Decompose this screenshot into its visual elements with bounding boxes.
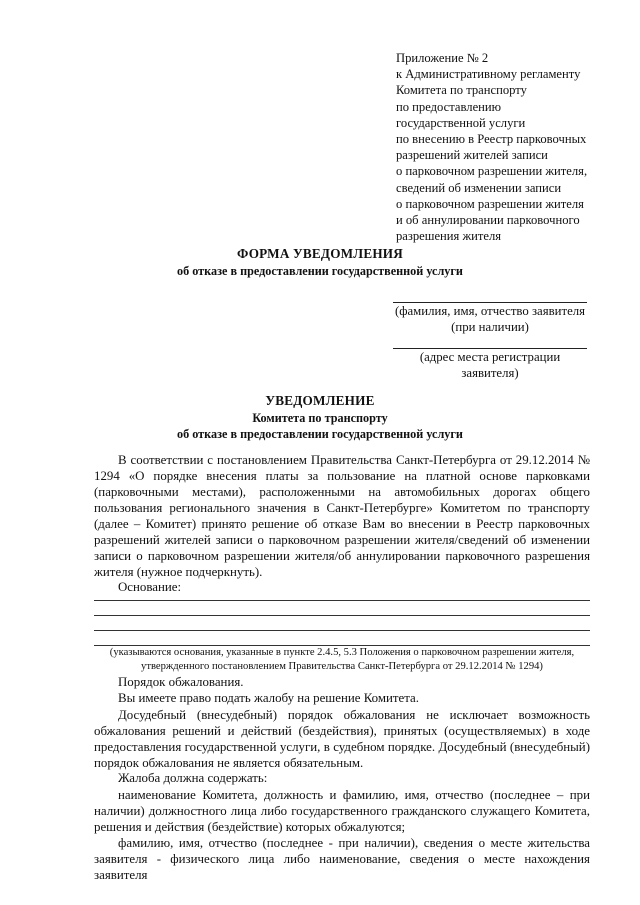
complaint-item-2-text: фамилию, имя, отчество (последнее - при наличии), сведения о месте жительства заявителя - физического лица либо наименование, сведения о месте нахождения заявителя — [94, 836, 590, 882]
appendix-line: Комитета по транспорту — [396, 83, 527, 98]
recipient-name-label-1: (фамилия, имя, отчество заявителя — [394, 304, 586, 318]
appendix-line: о парковочном разрешении жителя — [396, 196, 584, 211]
appendix-line: государственной услуги — [396, 115, 526, 130]
complaint-must: Жалоба должна содержать: — [118, 771, 268, 785]
appendix-line: Приложение № 2 — [396, 51, 489, 65]
notice-subtitle-2: об отказе в предоставлении государственной услуги — [177, 427, 463, 441]
basis-label: Основание: — [118, 580, 182, 594]
basis-blank-line — [94, 630, 590, 631]
pretrial-text: Досудебный (внесудебный) порядок обжалования не исключает возможность обжалования решений и действий (бездействия), принятых (осуществляемых) в ходе предоставления государственной услуги, в судебном порядке. Досудебный (внесудебный) порядок обжалования не является обязательным. — [94, 708, 590, 770]
form-title: ФОРМА УВЕДОМЛЕНИЯ — [237, 246, 403, 261]
appendix-line: по внесению в Реестр парковочных — [396, 132, 587, 147]
notice-title: УВЕДОМЛЕНИЕ — [265, 393, 375, 408]
complaint-item-2 — [94, 835, 590, 883]
appendix-block — [396, 50, 626, 244]
recipient-name-line — [393, 302, 587, 303]
basis-blank-line — [94, 615, 590, 616]
right-to-appeal: Вы имеете право подать жалобу на решение Комитета. — [118, 691, 419, 705]
recipient-name-label-2: (при наличии) — [451, 320, 529, 334]
notice-body — [94, 452, 590, 580]
appendix-line: сведений об изменении записи — [396, 180, 562, 195]
recipient-address-label-1: (адрес места регистрации — [419, 350, 561, 364]
complaint-item-1-text: наименование Комитета, должность и фамилию, имя, отчество (последнее – при наличии) должностного лица либо государственного гражданского служащего Комитета, решения и действия (бездействие) которых обжалуются; — [94, 788, 590, 834]
appendix-line: по предоставлению — [396, 99, 502, 114]
appeal-order: Порядок обжалования. — [118, 675, 244, 689]
recipient-address-line — [393, 348, 587, 349]
notice-body-text: В соответствии с постановлением Правительства Санкт-Петербурга от 29.12.2014 № 1294 «О порядке внесения платы за пользование на платной основе парковками (парковочными местами), расположенными на автомобильных дорогах общего пользования регионального значения в Санкт-Петербурге» Комитетом по транспорту (далее – Комитет) принято решение об отказе Вам во внесении в Реестр парковочных разрешений жителей записи о парковочном разрешении жителя/сведений об изменении записи о парковочном разрешении жителя/об аннулировании парковочного разрешения жителя (нужное подчеркнуть). — [94, 453, 590, 579]
notice-subtitle-1: Комитета по транспорту — [252, 411, 388, 425]
appendix-line: и об аннулировании парковочного — [396, 213, 580, 228]
pretrial-paragraph — [94, 707, 590, 771]
recipient-address-label-2: заявителя) — [461, 366, 519, 380]
complaint-item-1 — [94, 787, 590, 835]
appendix-line: о парковочном разрешении жителя, — [396, 164, 588, 179]
appendix-line: к Административному регламенту — [396, 67, 581, 82]
appendix-line: разрешений жителей записи — [396, 148, 548, 163]
basis-blank-line — [94, 600, 590, 601]
appendix-line: разрешения жителя — [396, 229, 502, 244]
basis-note: (указываются основания, указанные в пункте 2.4.5, 5.3 Положения о парковочном разрешении жителя, утвержденного постановлением Правительства Санкт-Петербурга от 29.12.2014 № 1294) — [109, 647, 575, 672]
form-subtitle: об отказе в предоставлении государственной услуги — [177, 264, 463, 278]
